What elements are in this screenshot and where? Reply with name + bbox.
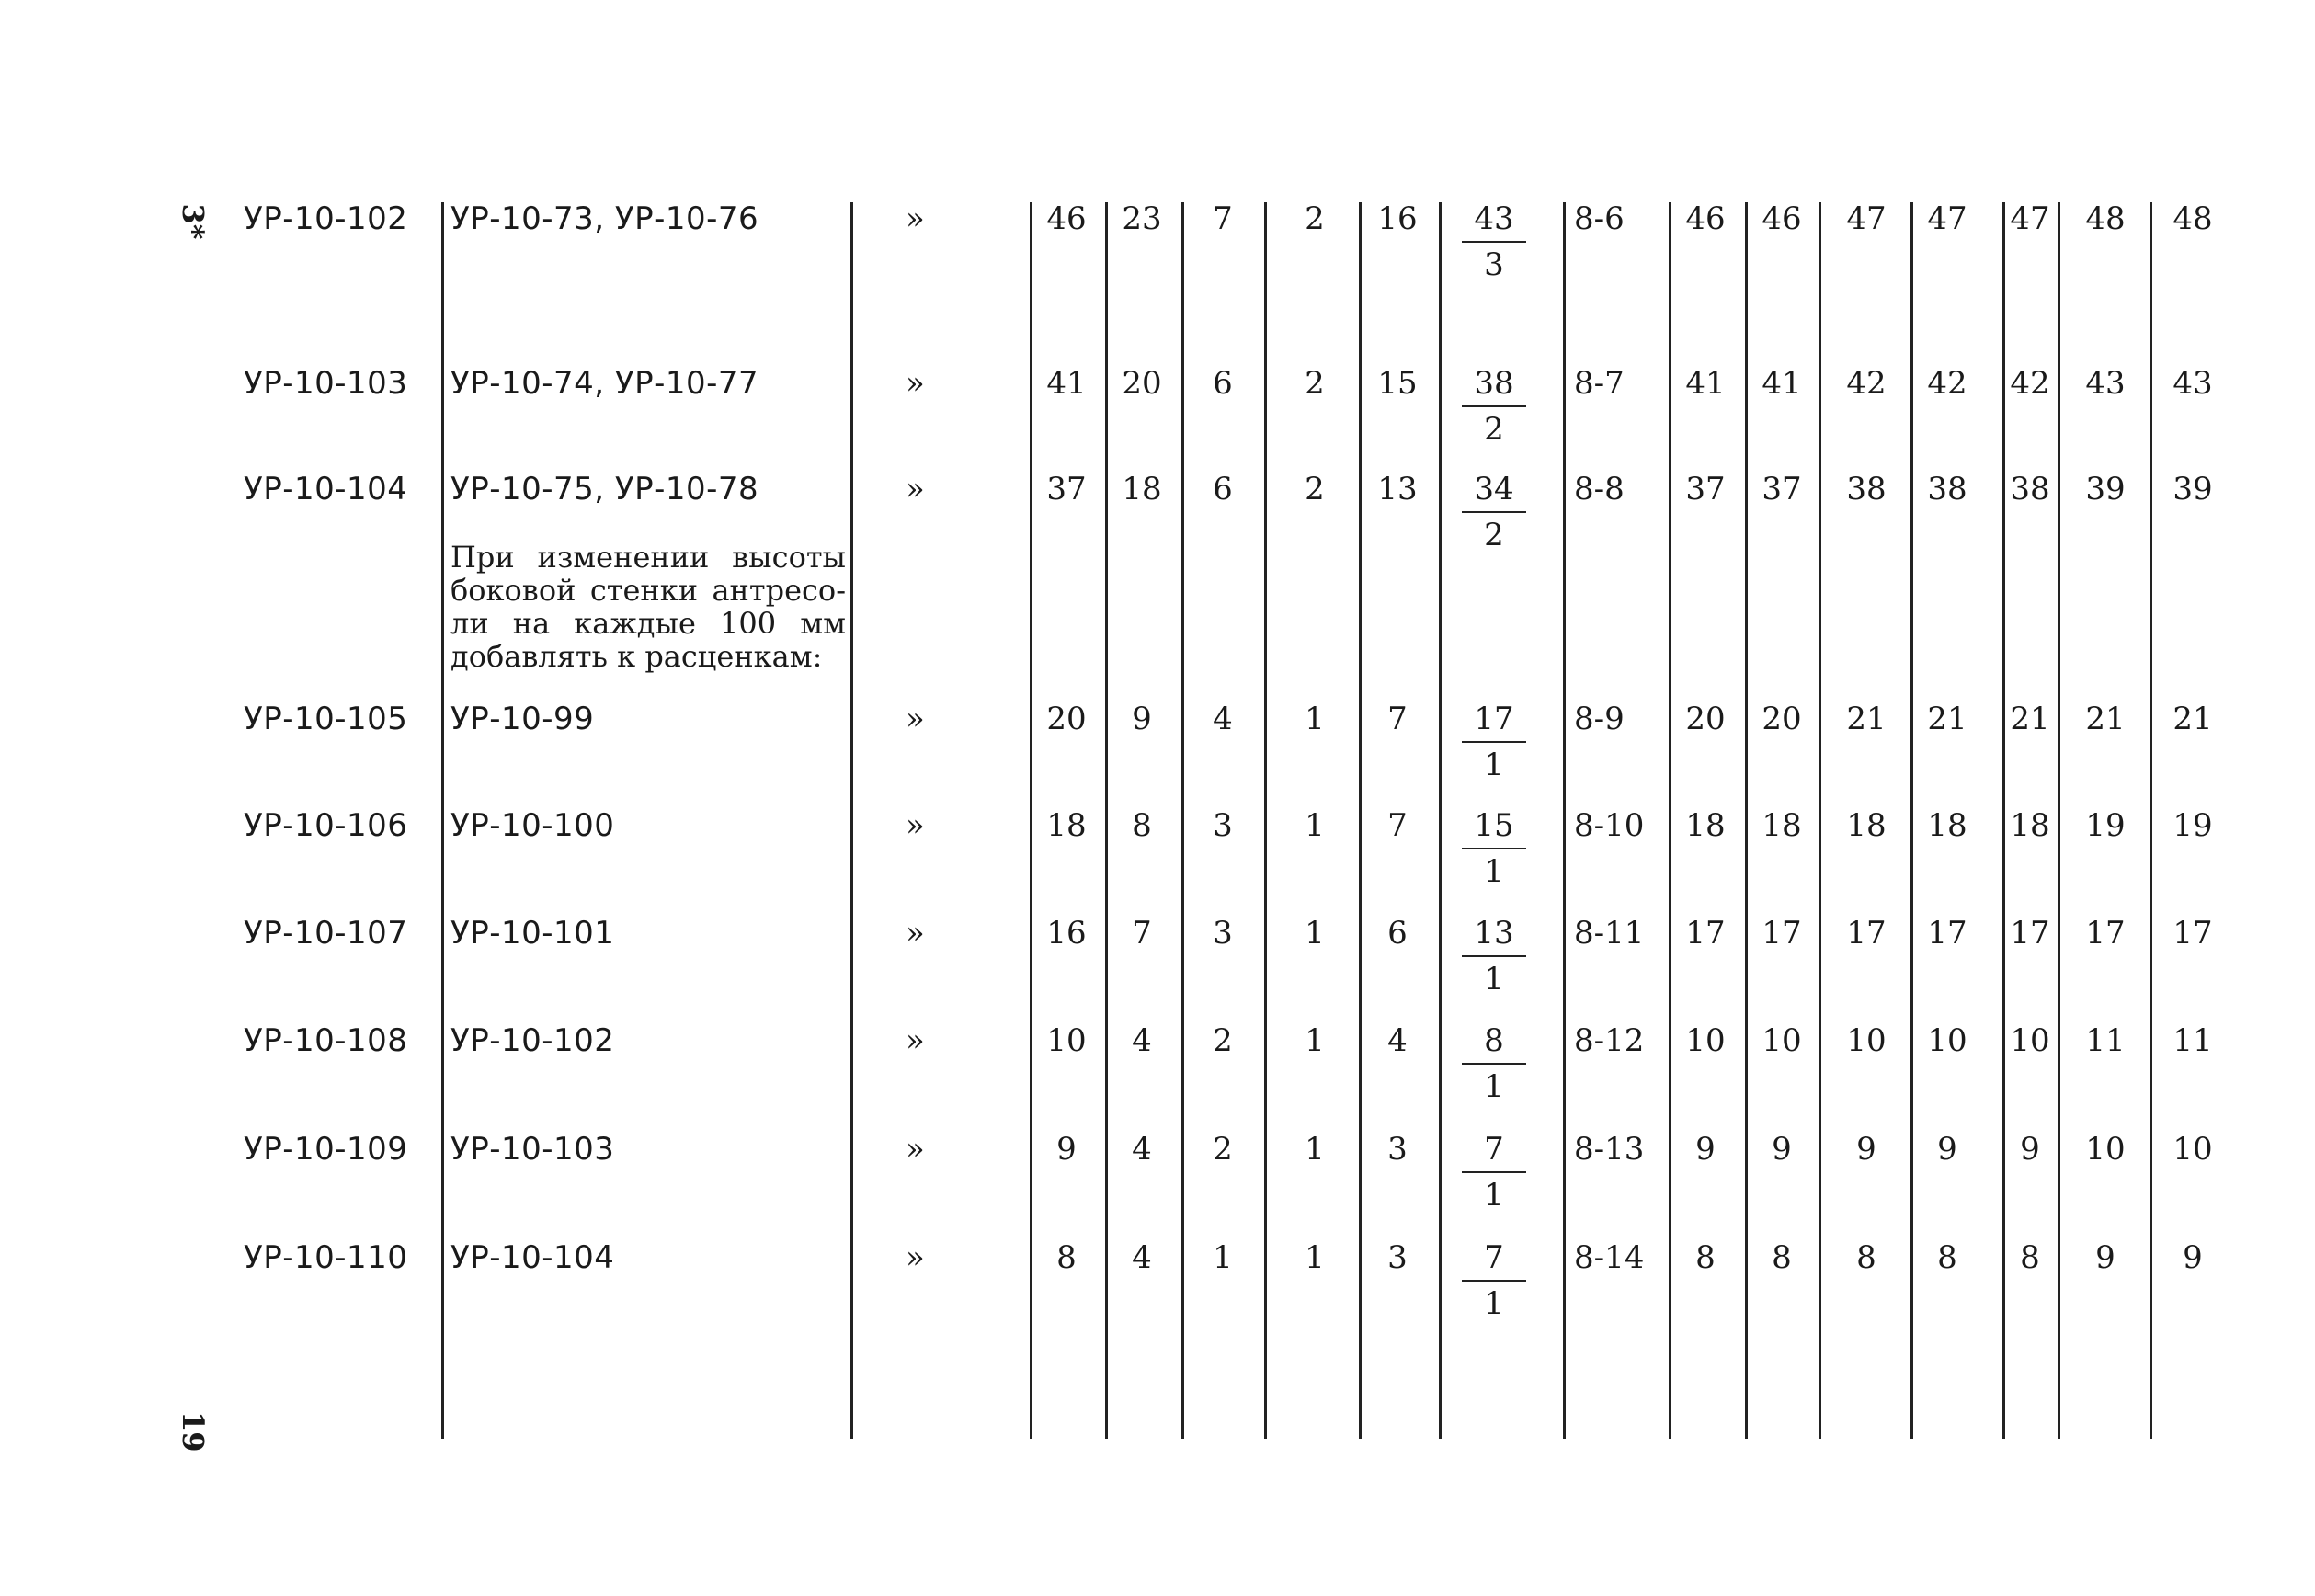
value-cell: 23 <box>1122 200 1162 237</box>
value-cell: 16 <box>1046 915 1087 952</box>
value-cell: 46 <box>1762 200 1802 237</box>
rate-reference: УР-10-73, УР-10-76 <box>450 200 759 237</box>
value-cell: 38 <box>1846 471 1887 507</box>
value-cell: 10 <box>2010 1022 2050 1059</box>
rate-code: УР-10-105 <box>244 701 408 737</box>
value-cell: 10 <box>1927 1022 1967 1059</box>
value-cell: 4 <box>1213 701 1233 737</box>
value-cell: 16 <box>1377 200 1418 237</box>
value-cell: 20 <box>1762 701 1802 737</box>
value-cell: 48 <box>2172 200 2213 237</box>
value-cell: 4 <box>1132 1239 1152 1276</box>
fraction-numerator: 34 <box>1474 471 1514 507</box>
fraction-cell <box>1448 915 1540 998</box>
value-cell: 21 <box>1927 701 1967 737</box>
value-cell: 18 <box>1685 807 1726 844</box>
value-cell: 1 <box>1305 1239 1325 1276</box>
value-cell: 21 <box>2172 701 2213 737</box>
rate-code: УР-10-106 <box>244 807 408 844</box>
rate-code: УР-10-102 <box>244 200 408 237</box>
value-cell: 9 <box>1856 1131 1876 1168</box>
value-cell: 20 <box>1122 365 1162 402</box>
value-cell: 47 <box>1846 200 1887 237</box>
table-row <box>0 365 2315 448</box>
value-cell: 2 <box>1305 471 1325 507</box>
value-cell: 1 <box>1305 701 1325 737</box>
rate-reference: УР-10-104 <box>450 1239 615 1276</box>
value-cell: 10 <box>1762 1022 1802 1059</box>
fraction-denominator: 1 <box>1484 961 1504 998</box>
value-cell: 6 <box>1387 915 1408 952</box>
rate-code: УР-10-108 <box>244 1022 408 1059</box>
value-cell: 17 <box>1846 915 1887 952</box>
fraction-denominator: 1 <box>1484 1285 1504 1322</box>
value-cell: 1 <box>1305 1022 1325 1059</box>
table-row <box>0 1239 2315 1322</box>
fraction-cell <box>1448 1131 1540 1214</box>
table-row <box>0 915 2315 998</box>
table-row <box>0 807 2315 890</box>
value-cell: 15 <box>1377 365 1418 402</box>
value-cell: 11 <box>2172 1022 2213 1059</box>
value-cell: 3 <box>1387 1131 1408 1168</box>
value-cell: 17 <box>1927 915 1967 952</box>
code-cell: 8-9 <box>1574 701 1625 737</box>
fraction-cell <box>1448 365 1540 448</box>
value-cell: 7 <box>1387 807 1408 844</box>
value-cell: 21 <box>2010 701 2050 737</box>
rate-code: УР-10-110 <box>244 1239 408 1276</box>
fraction-numerator: 17 <box>1474 701 1514 737</box>
rate-reference: УР-10-101 <box>450 915 615 952</box>
value-cell: 43 <box>2085 365 2126 402</box>
value-cell: 8 <box>1695 1239 1716 1276</box>
fraction-bar <box>1462 1280 1526 1282</box>
fraction-bar <box>1462 955 1526 957</box>
value-cell: 17 <box>2085 915 2126 952</box>
value-cell: 10 <box>1046 1022 1087 1059</box>
rate-reference: УР-10-102 <box>450 1022 615 1059</box>
value-cell: 1 <box>1305 807 1325 844</box>
fraction-cell <box>1448 1022 1540 1105</box>
fraction-denominator: 1 <box>1484 853 1504 890</box>
fraction-cell <box>1448 200 1540 283</box>
value-cell: 21 <box>2085 701 2126 737</box>
unit-mark: » <box>906 701 925 737</box>
value-cell: 37 <box>1762 471 1802 507</box>
value-cell: 19 <box>2172 807 2213 844</box>
code-cell: 8-14 <box>1574 1239 1645 1276</box>
value-cell: 17 <box>1685 915 1726 952</box>
fraction-cell <box>1448 701 1540 783</box>
value-cell: 2 <box>1213 1022 1233 1059</box>
value-cell: 48 <box>2085 200 2126 237</box>
value-cell: 3 <box>1213 915 1233 952</box>
unit-mark: » <box>906 915 925 952</box>
unit-mark: » <box>906 1239 925 1276</box>
side-mark-top: 3* <box>176 203 211 240</box>
value-cell: 18 <box>2010 807 2050 844</box>
fraction-cell <box>1448 1239 1540 1322</box>
value-cell: 20 <box>1685 701 1726 737</box>
value-cell: 8 <box>2020 1239 2040 1276</box>
fraction-denominator: 2 <box>1484 517 1504 553</box>
value-cell: 39 <box>2085 471 2126 507</box>
rate-reference: УР-10-103 <box>450 1131 615 1168</box>
value-cell: 20 <box>1046 701 1087 737</box>
code-cell: 8-11 <box>1574 915 1645 952</box>
fraction-bar <box>1462 241 1526 243</box>
fraction-numerator: 8 <box>1484 1022 1504 1059</box>
rate-code: УР-10-107 <box>244 915 408 952</box>
value-cell: 6 <box>1213 471 1233 507</box>
fraction-bar <box>1462 1063 1526 1065</box>
value-cell: 10 <box>2085 1131 2126 1168</box>
fraction-bar <box>1462 511 1526 513</box>
value-cell: 17 <box>2172 915 2213 952</box>
fraction-cell <box>1448 471 1540 553</box>
fraction-denominator: 2 <box>1484 411 1504 448</box>
value-cell: 9 <box>1695 1131 1716 1168</box>
value-cell: 7 <box>1213 200 1233 237</box>
value-cell: 10 <box>1846 1022 1887 1059</box>
side-mark-bottom: 19 <box>176 1411 211 1453</box>
code-cell: 8-8 <box>1574 471 1625 507</box>
table-row <box>0 471 2315 553</box>
code-cell: 8-7 <box>1574 365 1625 402</box>
value-cell: 1 <box>1213 1239 1233 1276</box>
table-row <box>0 200 2315 283</box>
note-text: При изменении высоты боковой стенки антресо-ли на каждые 100 мм добавлять к расценкам: <box>450 540 846 674</box>
fraction-bar <box>1462 848 1526 849</box>
fraction-numerator: 43 <box>1474 200 1514 237</box>
value-cell: 39 <box>2172 471 2213 507</box>
rate-reference: УР-10-74, УР-10-77 <box>450 365 759 402</box>
value-cell: 18 <box>1046 807 1087 844</box>
value-cell: 9 <box>1937 1131 1957 1168</box>
value-cell: 4 <box>1132 1022 1152 1059</box>
value-cell: 17 <box>2010 915 2050 952</box>
value-cell: 10 <box>1685 1022 1726 1059</box>
value-cell: 17 <box>1762 915 1802 952</box>
value-cell: 37 <box>1685 471 1726 507</box>
value-cell: 7 <box>1132 915 1152 952</box>
unit-mark: » <box>906 1022 925 1059</box>
value-cell: 47 <box>1927 200 1967 237</box>
value-cell: 18 <box>1122 471 1162 507</box>
fraction-denominator: 1 <box>1484 747 1504 783</box>
fraction-numerator: 7 <box>1484 1131 1504 1168</box>
value-cell: 11 <box>2085 1022 2126 1059</box>
value-cell: 8 <box>1937 1239 1957 1276</box>
unit-mark: » <box>906 807 925 844</box>
value-cell: 46 <box>1685 200 1726 237</box>
table-row <box>0 1022 2315 1105</box>
value-cell: 1 <box>1305 915 1325 952</box>
value-cell: 2 <box>1213 1131 1233 1168</box>
value-cell: 47 <box>2010 200 2050 237</box>
fraction-bar <box>1462 741 1526 743</box>
fraction-numerator: 7 <box>1484 1239 1504 1276</box>
value-cell: 2 <box>1305 200 1325 237</box>
fraction-cell <box>1448 807 1540 890</box>
value-cell: 9 <box>1056 1131 1077 1168</box>
value-cell: 3 <box>1387 1239 1408 1276</box>
value-cell: 18 <box>1846 807 1887 844</box>
value-cell: 8 <box>1856 1239 1876 1276</box>
value-cell: 1 <box>1305 1131 1325 1168</box>
value-cell: 8 <box>1132 807 1152 844</box>
value-cell: 13 <box>1377 471 1418 507</box>
unit-mark: » <box>906 471 925 507</box>
rate-reference: УР-10-100 <box>450 807 615 844</box>
fraction-numerator: 38 <box>1474 365 1514 402</box>
unit-mark: » <box>906 365 925 402</box>
code-cell: 8-10 <box>1574 807 1645 844</box>
value-cell: 9 <box>1132 701 1152 737</box>
value-cell: 9 <box>2183 1239 2203 1276</box>
value-cell: 21 <box>1846 701 1887 737</box>
value-cell: 7 <box>1387 701 1408 737</box>
value-cell: 9 <box>1772 1131 1792 1168</box>
value-cell: 38 <box>2010 471 2050 507</box>
value-cell: 4 <box>1132 1131 1152 1168</box>
value-cell: 9 <box>2095 1239 2115 1276</box>
value-cell: 41 <box>1046 365 1087 402</box>
value-cell: 41 <box>1685 365 1726 402</box>
code-cell: 8-13 <box>1574 1131 1645 1168</box>
value-cell: 42 <box>1927 365 1967 402</box>
code-cell: 8-6 <box>1574 200 1625 237</box>
code-cell: 8-12 <box>1574 1022 1645 1059</box>
value-cell: 18 <box>1927 807 1967 844</box>
value-cell: 8 <box>1056 1239 1077 1276</box>
value-cell: 2 <box>1305 365 1325 402</box>
value-cell: 43 <box>2172 365 2213 402</box>
unit-mark: » <box>906 1131 925 1168</box>
fraction-denominator: 3 <box>1484 246 1504 283</box>
table-row <box>0 1131 2315 1214</box>
fraction-bar <box>1462 1171 1526 1173</box>
value-cell: 41 <box>1762 365 1802 402</box>
table-row <box>0 701 2315 783</box>
value-cell: 6 <box>1213 365 1233 402</box>
rate-code: УР-10-104 <box>244 471 408 507</box>
value-cell: 42 <box>1846 365 1887 402</box>
fraction-numerator: 13 <box>1474 915 1514 952</box>
unit-mark: » <box>906 200 925 237</box>
value-cell: 38 <box>1927 471 1967 507</box>
rate-code: УР-10-109 <box>244 1131 408 1168</box>
value-cell: 46 <box>1046 200 1087 237</box>
value-cell: 9 <box>2020 1131 2040 1168</box>
value-cell: 3 <box>1213 807 1233 844</box>
value-cell: 10 <box>2172 1131 2213 1168</box>
fraction-numerator: 15 <box>1474 807 1514 844</box>
value-cell: 8 <box>1772 1239 1792 1276</box>
fraction-denominator: 1 <box>1484 1068 1504 1105</box>
rate-reference: УР-10-75, УР-10-78 <box>450 471 759 507</box>
rate-reference: УР-10-99 <box>450 701 595 737</box>
value-cell: 19 <box>2085 807 2126 844</box>
fraction-bar <box>1462 405 1526 407</box>
rate-code: УР-10-103 <box>244 365 408 402</box>
value-cell: 37 <box>1046 471 1087 507</box>
fraction-denominator: 1 <box>1484 1177 1504 1214</box>
value-cell: 42 <box>2010 365 2050 402</box>
value-cell: 4 <box>1387 1022 1408 1059</box>
value-cell: 18 <box>1762 807 1802 844</box>
